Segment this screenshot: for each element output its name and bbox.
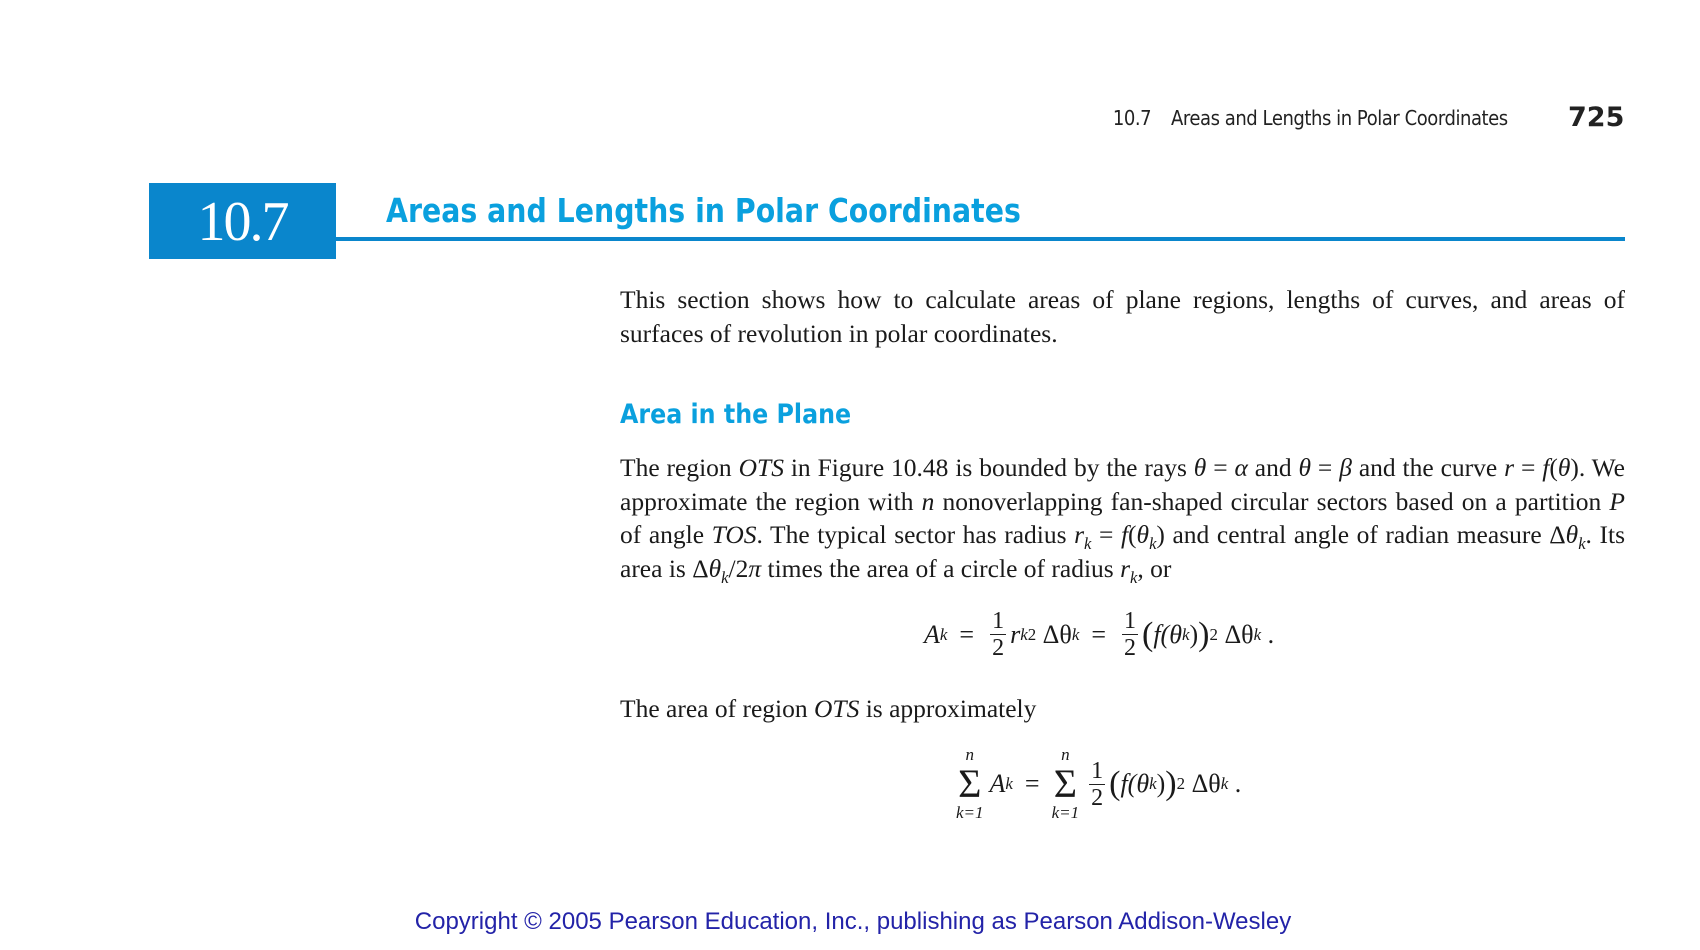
text-run: /2: [728, 553, 749, 583]
title-rule: [336, 237, 1625, 241]
text-run: times the area of a circle of radius: [761, 553, 1121, 583]
math-symbol: θ: [1557, 453, 1571, 482]
math-subscript: k: [721, 567, 729, 587]
eq-fraction: [990, 608, 1006, 661]
eq-den: 2: [1124, 635, 1136, 661]
sum-upper: n: [965, 745, 975, 764]
section-number-box: 10.7: [149, 183, 336, 259]
eq-sub: k: [1071, 624, 1080, 644]
body-paragraph-1: [620, 451, 1625, 585]
eq-sub: k: [1149, 774, 1157, 793]
eq-sub: k: [1253, 624, 1262, 644]
math-symbol: θ: [1193, 453, 1207, 482]
eq-sub: k: [1181, 624, 1190, 644]
text-run: =: [1206, 453, 1235, 482]
text-run: =: [1514, 453, 1543, 482]
text-run: (: [1549, 453, 1558, 482]
eq-term: f(θ: [1153, 619, 1182, 649]
math-subscript: k: [1578, 534, 1586, 554]
text-run: The area of region: [620, 694, 814, 723]
eq-sub: k: [1220, 774, 1229, 793]
equation-area-sum: n Σ k=1 A k = n Σ k=1 $\frac{1}{2}$ ( f(θ k ) ) 2 Δθ k .: [956, 745, 1242, 822]
body-paragraph-2: [620, 692, 1625, 726]
eq-fraction: [1089, 758, 1105, 811]
math-symbol: OTS: [738, 453, 784, 482]
math-symbol: θ: [1136, 520, 1150, 550]
eq-paren: ): [1189, 619, 1199, 649]
math-symbol: f: [1120, 520, 1129, 550]
sum-lower: k=1: [1051, 803, 1080, 822]
eq-term: A: [989, 769, 1006, 798]
text-run: . The typical sector has radius: [756, 520, 1075, 550]
eq-num: 1: [1124, 608, 1136, 634]
eq-term: f(θ: [1120, 769, 1150, 798]
copyright-footer: Copyright © 2005 Pearson Education, Inc., publishing as Pearson Addison-Wesley: [414, 908, 1292, 935]
eq-equals: =: [1024, 769, 1040, 798]
text-run: of angle: [620, 520, 712, 550]
eq-period: .: [1234, 769, 1242, 798]
sigma: Σ: [1053, 761, 1077, 806]
math-symbol: π: [748, 553, 762, 583]
summation-symbol: [956, 745, 984, 823]
eq-num: 1: [992, 608, 1005, 634]
text-run: This section shows how to calculate areas of plane regions, lengths of curves, and areas of surfaces of revolution in polar coordinates.: [620, 285, 1625, 348]
eq-delta: Δθ: [1224, 619, 1254, 649]
eq-period: .: [1267, 619, 1275, 649]
running-section-title: Areas and Lengths in Polar Coordinates: [1171, 106, 1508, 130]
text-run: ) and central angle of radian measure Δ: [1156, 520, 1566, 550]
eq-paren: ): [1156, 769, 1166, 798]
text-run: =: [1091, 520, 1121, 550]
sum-upper: n: [1061, 745, 1070, 764]
math-subscript: k: [1084, 534, 1092, 554]
math-symbol: n: [921, 486, 935, 516]
eq-delta: Δθ: [1191, 769, 1221, 798]
text-run: nonoverlapping fan-shaped circular sectors based on a partition: [934, 486, 1610, 516]
eq-fraction: [1122, 608, 1138, 661]
text-run: is approximately: [859, 694, 1037, 723]
equation-area-sector: A k = $\frac{1}{2}$ r k 2 Δθ k = $\frac{1}{2}$ ( f(θ k ) ) 2 Δθ k .: [924, 608, 1275, 661]
eq-sub: k: [1020, 624, 1028, 644]
text-run: (: [1128, 520, 1137, 550]
eq-den: 2: [1091, 784, 1104, 811]
text-run: and: [1247, 453, 1299, 482]
text-run: The region: [620, 453, 739, 482]
eq-den: 2: [992, 635, 1005, 661]
math-symbol: TOS: [711, 520, 757, 550]
eq-equals: =: [959, 619, 975, 649]
text-run: =: [1311, 453, 1340, 482]
text-run: , or: [1137, 553, 1172, 583]
text-run: ). We approximate the region with: [620, 453, 1626, 516]
running-header: [1113, 106, 1508, 130]
text-run: . Its area is Δ: [620, 520, 1625, 583]
math-symbol: OTS: [813, 694, 860, 723]
math-symbol: r: [1504, 453, 1515, 482]
text-run: in Figure 10.48 is bounded by the rays: [783, 453, 1194, 482]
eq-sub: k: [939, 624, 948, 644]
math-subscript: k: [1149, 534, 1157, 554]
eq-equals: =: [1091, 619, 1106, 649]
sum-lower: k=1: [956, 803, 984, 822]
math-symbol: P: [1609, 486, 1625, 516]
eq-term: r: [1010, 619, 1021, 649]
math-symbol: f: [1542, 453, 1550, 482]
math-symbol: r: [1074, 520, 1085, 550]
math-symbol: θ: [1565, 520, 1579, 550]
math-symbol: θ: [1298, 453, 1312, 482]
math-symbol: r: [1120, 553, 1131, 583]
sigma: Σ: [958, 761, 982, 806]
math-symbol: β: [1339, 453, 1352, 482]
eq-delta: Δθ: [1042, 619, 1072, 649]
summation-symbol: [1052, 745, 1080, 823]
eq-num: 1: [1091, 757, 1104, 784]
math-symbol: α: [1234, 453, 1248, 482]
text-run: and the curve: [1351, 453, 1505, 482]
math-symbol: θ: [708, 553, 722, 583]
intro-paragraph: [620, 283, 1625, 350]
eq-sub: k: [1005, 774, 1013, 793]
running-section-number: 10.7: [1113, 106, 1152, 130]
math-subscript: k: [1130, 567, 1138, 587]
subsection-heading: Area in the Plane: [620, 399, 852, 430]
eq-term: A: [924, 619, 940, 649]
page-number: 725: [1568, 102, 1625, 133]
section-title: Areas and Lengths in Polar Coordinates: [386, 191, 1021, 230]
